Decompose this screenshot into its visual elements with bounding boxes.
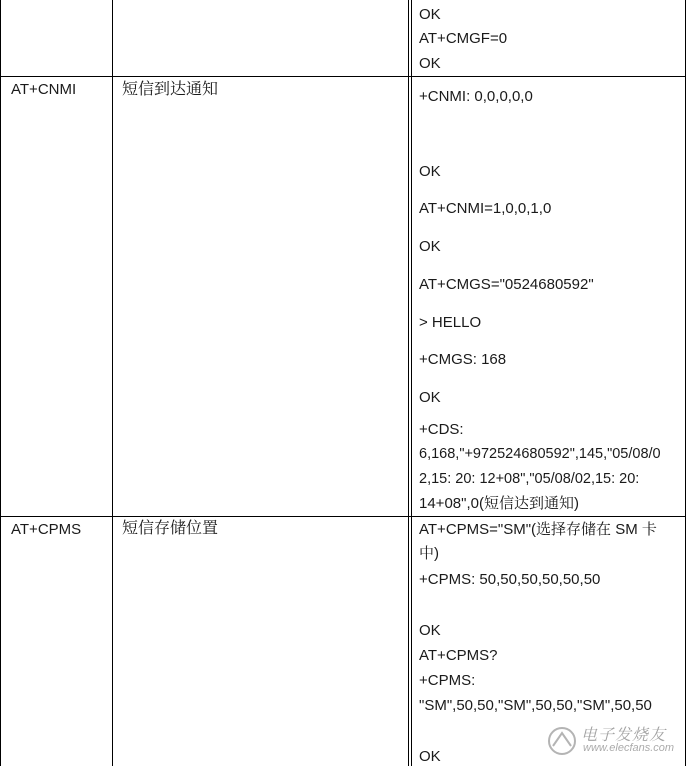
response-line: AT+CPMS? — [419, 647, 498, 664]
response-line: +CDS: — [419, 421, 464, 438]
response-line: AT+CMGF=0 — [419, 30, 508, 47]
response-line: OK — [419, 163, 441, 180]
row-divider-2 — [0, 516, 686, 517]
response-line: OK — [419, 6, 441, 23]
response-line: > HELLO — [419, 314, 482, 331]
table-border-left — [0, 0, 1, 766]
table-col-divider-2 — [408, 0, 409, 766]
response-line: 14+08",0(短信达到通知) — [419, 495, 579, 512]
response-line: +CNMI: 0,0,0,0,0 — [419, 88, 533, 105]
response-line: OK — [419, 748, 441, 765]
command-cell: AT+CPMS — [11, 521, 82, 538]
response-line: AT+CNMI=1,0,0,1,0 — [419, 200, 552, 217]
response-line: +CPMS: 50,50,50,50,50,50 — [419, 571, 601, 588]
response-line: "SM",50,50,"SM",50,50,"SM",50,50 — [419, 697, 652, 714]
response-line: OK — [419, 55, 441, 72]
response-line: 2,15: 20: 12+08","05/08/02,15: 20: — [419, 471, 640, 487]
description-cell: 短信存储位置 — [122, 520, 219, 537]
response-line: +CMGS: 168 — [419, 351, 507, 368]
response-line: +CPMS: — [419, 672, 476, 689]
table-col-divider-1 — [112, 0, 113, 766]
command-cell: AT+CNMI — [11, 81, 77, 98]
description-cell: 短信到达通知 — [122, 81, 219, 98]
table-col-divider-2b — [411, 0, 412, 766]
watermark-subtext: www.elecfans.com — [583, 742, 675, 754]
watermark-icon — [545, 724, 579, 758]
row-divider-1 — [0, 76, 686, 77]
watermark-text: 电子发烧友 — [581, 727, 667, 744]
response-line: AT+CPMS="SM"(选择存储在 SM 卡 — [419, 521, 657, 538]
watermark-logo — [545, 718, 685, 762]
response-line: OK — [419, 622, 441, 639]
response-line: 中) — [419, 545, 439, 562]
response-line: OK — [419, 389, 441, 406]
response-line: 6,168,"+972524680592",145,"05/08/0 — [419, 446, 661, 462]
response-line: OK — [419, 238, 441, 255]
response-line: AT+CMGS="0524680592" — [419, 276, 594, 293]
